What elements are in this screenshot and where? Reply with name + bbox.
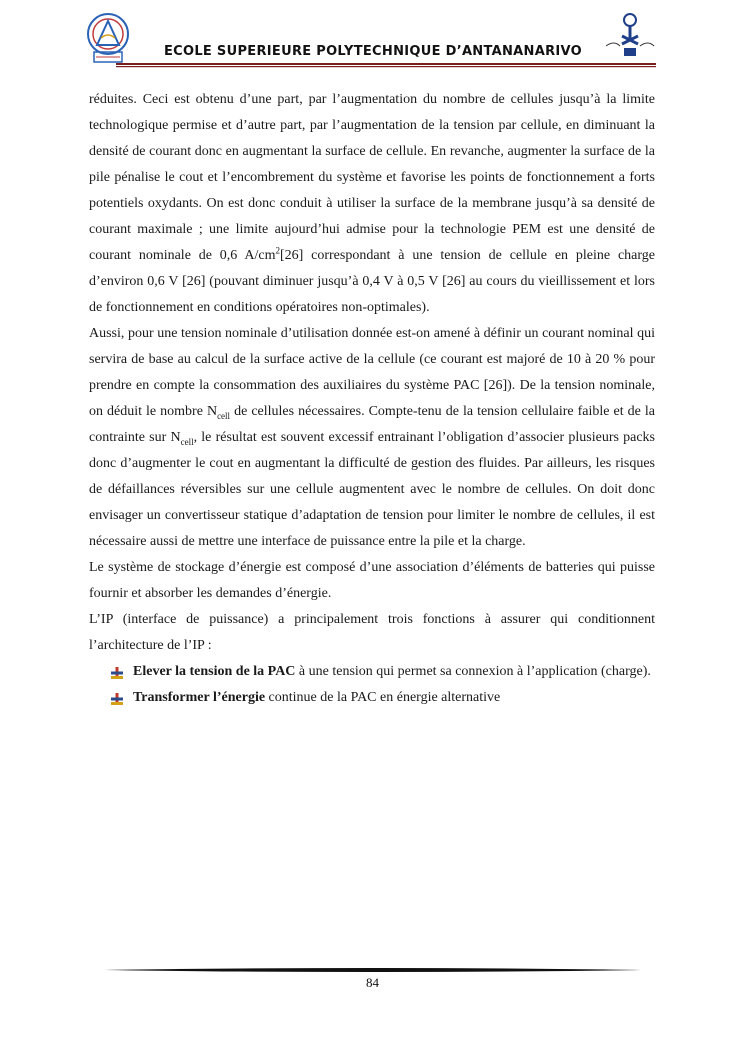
header-school-name: ECOLE SUPERIEURE POLYTECHNIQUE D’ANTANANARIVO (163, 44, 583, 59)
industrial-engineering-logo (604, 10, 656, 62)
list-item: Transformer l’énergie continue de la PAC en énergie alternative (89, 685, 655, 711)
body-text (89, 87, 655, 711)
paragraph-4: L’IP (interface de puissance) a principalement trois fonctions à assurer qui conditionnent l’architecture de l’IP : (89, 612, 655, 653)
paragraph-3: Le système de stockage d’énergie est composé d’une association d’éléments de batteries qui puisse fournir et absorber les demandes d’énergie. (89, 560, 655, 601)
bullet-icon (111, 667, 123, 679)
paragraph-1: réduites. Ceci est obtenu d’une part, par l’augmentation du nombre de cellules jusqu’à la limite technologique permise et d’autre part, par l’augmentation de la tension par cellule, en diminuant la densité de courant donc en augmentant la surface de cellule. En revanche, augmenter la surface de la pile pénalise le cout et l’encombrement du système et favorise les points de fonctionnement a forts potentiels oxydants. On est donc conduit à utiliser la surface de la membrane jusqu’à sa densité de courant maximale ; une limite aujourd’hui admise pour la technologie PEM est une densité de courant nominale de 0,6 $A/cm^2[26]$ correspondant à une tension de cellule en pleine charge d’environ 0,6 V [26] (pouvant diminuer jusqu’à 0,4 V à 0,5 V [26] au cours du vieillissement et lors de fonctionnement en conditions opératoires non-optimales). (89, 92, 655, 315)
footer-divider (104, 966, 641, 974)
header-divider (116, 63, 656, 68)
function-list (89, 659, 655, 711)
esp-crest-logo (86, 12, 130, 66)
list-item: Elever la tension de la PAC à une tension qui permet sa connexion à l’application (charge). (89, 659, 655, 685)
paragraph-2: Aussi, pour une tension nominale d’utilisation donnée est-on amené à définir un courant nominal qui servira de base au calcul de la surface active de la cellule (ce courant est majoré de 10 à 20 % pour prendre en compte la consommation des auxiliaires du système PAC [26]). De la tension nominale, on déduit le nombre $N_{cell}$ de cellules nécessaires. Compte-tenu de la tension cellulaire faible et de la contrainte sur $N_{cell}$, le résultat est souvent excessif entrainant l’obligation d’associer plusieurs packs donc d’augmenter le cout en augmentant la difficulté de gestion des fluides. Par ailleurs, les risques de défaillances réversibles sur une cellule augmentent avec le nombre de cellules. On doit donc envisager un convertisseur statique d’adaptation de tension pour limiter le nombre de cellules, il est nécessaire aussi de mettre une interface de puissance entre la pile et la charge. (89, 326, 656, 549)
page-number: 84 (366, 975, 379, 990)
bullet-icon (111, 693, 123, 705)
